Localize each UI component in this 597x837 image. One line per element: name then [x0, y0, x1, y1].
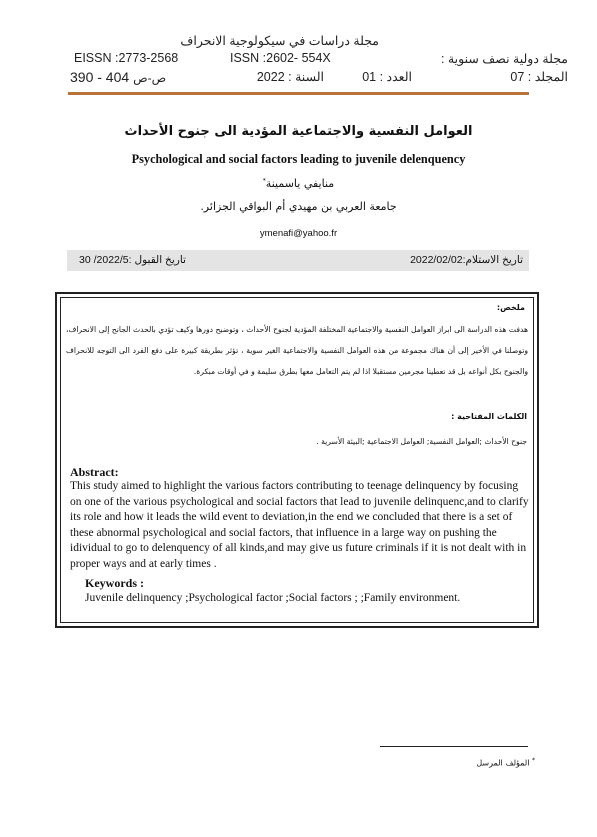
- author-name: منايفي ياسمينة*: [262, 177, 335, 190]
- journal-periodicity: مجلة دولية نصف سنوية :: [440, 52, 568, 66]
- keywords-en-text: Juvenile delinquency ;Psychological factor ;Social factors ; ;Family environment.: [85, 592, 461, 604]
- issue: العدد : 01: [362, 70, 412, 84]
- volume: المجلد : 07: [510, 70, 568, 84]
- pages: 390 - 404 ص-ص: [70, 69, 167, 85]
- accepted-date: تاريخ القبول :2022/5/ 30: [79, 254, 186, 266]
- article-title-ar: العوامل النفسية والاجتماعية المؤدية الى جنوح الأحداث: [124, 124, 473, 139]
- keywords-ar-heading: الكلمات المفتاحية :: [451, 412, 527, 421]
- keywords-ar-text: جنوح الأحداث ;العوامل النفسية; العوامل الاجتماعية ;البيئة الأسرية .: [316, 437, 527, 446]
- abstract-en-heading: Abstract:: [70, 465, 119, 479]
- author-email[interactable]: ymenafi@yahoo.fr: [259, 228, 338, 239]
- dates-bar: [67, 250, 529, 271]
- eissn: EISSN :2773-2568: [74, 51, 179, 65]
- abstract-en-text: This study aimed to highlight the various factors contributing to teenage delinquency by focusing on one of the various psychological and social factors that lead to juvenile delinquenc,and to clarify its role and how it leads the wild event to deviation,in the end we concluded that there is a set of these abnormal psychological and social factors, that influence in a large way on pushing the idividual to go to delenquency of all kinds,and may give us future criminals if it is not dealt with in proper ways and at early times .: [70, 480, 529, 570]
- issn: ISSN :2602- 554X: [230, 51, 331, 65]
- summary-ar-text: هدفت هذه الدراسة الى ابراز العوامل النفسية والاجتماعية المختلفة المؤدية لجنوح الأحداث ، وتوضيح دورها وكيف تؤدي بالحدث الجانح إلى الانحراف، وتوصلنا في الأخير إلى أن هناك مجموعة من هذه العوامل النفسية والاجتماعية الغير سوية ، تؤثر بطريقة كبيرة على دفع الفرد الى التوجه للانحراف والجنوح بكل أنواعه بل قد تعطينا مجرمين مستقبلا اذا لم يتم التعامل معها بطرق سليمة و في أوقات مبكرة.: [66, 325, 528, 376]
- summary-ar-heading: ملخص:: [496, 303, 525, 312]
- journal-title: مجلة دراسات في سيكولوجية الانحراف: [180, 34, 379, 48]
- author-affiliation: جامعة العربي بن مهيدي أم البواقي الجزائر.: [200, 200, 397, 213]
- keywords-en-heading: Keywords :: [85, 576, 144, 590]
- article-title-en: Psychological and social factors leading to juvenile delenquency: [131, 152, 466, 166]
- footnote-divider: [380, 746, 528, 747]
- received-date: تاريخ الاستلام:2022/02/02: [410, 254, 523, 266]
- footnote: * المؤلف المرسل: [476, 757, 535, 768]
- header-divider: [68, 92, 529, 95]
- year: السنة : 2022: [256, 70, 324, 84]
